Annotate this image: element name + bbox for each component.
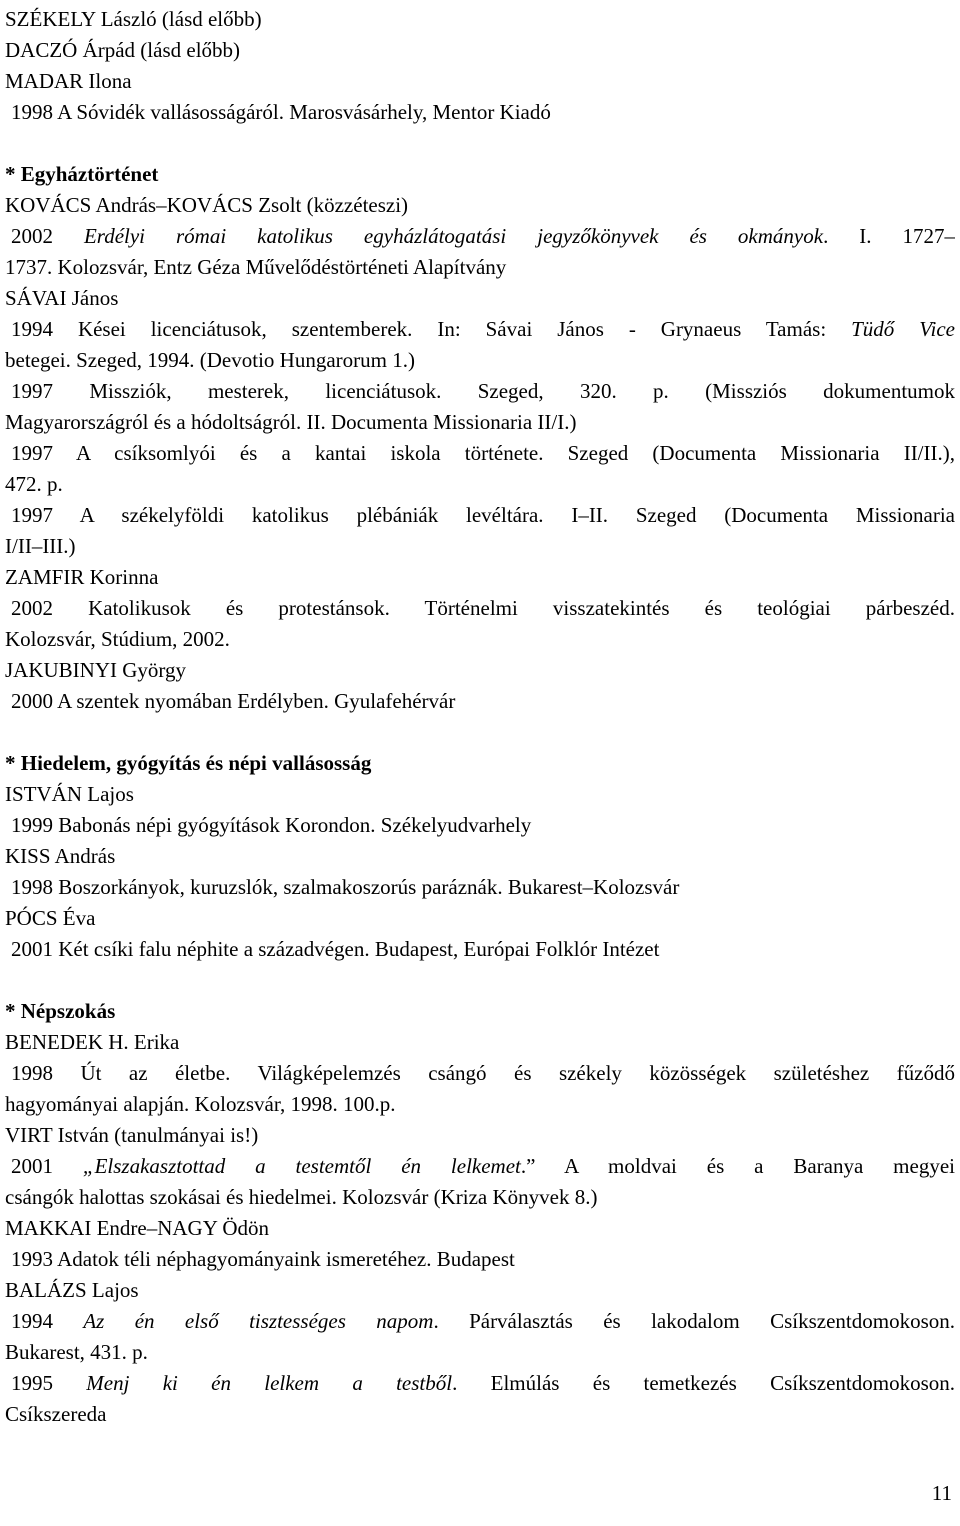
entry-line: 2001 Két csíki falu néphite a századvégen. Budapest, Európai Folklór Intézet xyxy=(11,937,660,961)
bibliography-body xyxy=(5,4,955,1430)
author-line: PÓCS Éva xyxy=(5,906,96,930)
author-line: KOVÁCS András–KOVÁCS Zsolt (közzéteszi) xyxy=(5,193,409,217)
author-line: ZAMFIR Korinna xyxy=(5,565,159,589)
entry-line: 2000 A szentek nyomában Erdélyben. Gyulafehérvár xyxy=(11,689,456,713)
entry-line: 2002 Erdélyi római katolikus egyházlátogatási jegyzőkönyvek és okmányok. I. 1727– xyxy=(11,224,955,248)
spacer xyxy=(5,717,955,748)
author-line: SÁVAI János xyxy=(5,286,119,310)
author-line: JAKUBINYI György xyxy=(5,658,187,682)
page-number: 11 xyxy=(931,1481,952,1505)
entry-line: 2002 Katolikusok és protestánsok. Történelmi visszatekintés és teológiai párbeszéd. xyxy=(11,596,955,620)
author-line: MADAR Ilona xyxy=(5,69,132,93)
entry-line: 1998 A Sóvidék vallásosságáról. Marosvásárhely, Mentor Kiadó xyxy=(11,100,551,124)
author-line: BENEDEK H. Erika xyxy=(5,1030,180,1054)
author-line: VIRT István (tanulmányai is!) xyxy=(5,1123,259,1147)
section-heading: * Egyháztörténet xyxy=(5,162,159,186)
entry-continuation: csángók halottas szokásai és hiedelmei. Kolozsvár (Kriza Könyvek 8.) xyxy=(5,1185,598,1209)
entry-line: 1997 A csíksomlyói és a kantai iskola története. Szeged (Documenta Missionaria II/II.), xyxy=(11,441,955,465)
entry-continuation: Magyarországról és a hódoltságról. II. Documenta Missionaria II/I.) xyxy=(5,410,577,434)
author-line: DACZÓ Árpád (lásd előbb) xyxy=(5,38,241,62)
entry-continuation: Kolozsvár, Stúdium, 2002. xyxy=(5,627,230,651)
entry-continuation: Bukarest, 431. p. xyxy=(5,1340,148,1364)
entry-line: 1998 Út az életbe. Világképelemzés csángó és székely közösségek születéshez fűződő xyxy=(11,1061,955,1085)
entry-continuation: betegei. Szeged, 1994. (Devotio Hungarorum 1.) xyxy=(5,348,415,372)
entry-continuation: hagyományai alapján. Kolozsvár, 1998. 100.p. xyxy=(5,1092,396,1116)
entry-continuation: Csíkszereda xyxy=(5,1402,107,1426)
entry-line: 1995 Menj ki én lelkem a testből. Elmúlás és temetkezés Csíkszentdomokoson. xyxy=(11,1371,955,1395)
spacer xyxy=(5,128,955,159)
author-line: ISTVÁN Lajos xyxy=(5,782,134,806)
section-heading: * Hiedelem, gyógyítás és népi vallásosság xyxy=(5,751,372,775)
entry-continuation: I/II–III.) xyxy=(5,534,76,558)
entry-line: 2001 „Elszakasztottad a testemtől én lelkemet.” A moldvai és a Baranya megyei xyxy=(11,1154,955,1178)
entry-line: 1999 Babonás népi gyógyítások Korondon. Székelyudvarhely xyxy=(11,813,532,837)
entry-continuation: 1737. Kolozsvár, Entz Géza Művelődéstörténeti Alapítvány xyxy=(5,255,507,279)
entry-line: 1997 A székelyföldi katolikus plébániák levéltára. I–II. Szeged (Documenta Missionaria xyxy=(11,503,955,527)
entry-line: 1997 Missziók, mesterek, licenciátusok. Szeged, 320. p. (Missziós dokumentumok xyxy=(11,379,955,403)
entry-line: 1993 Adatok téli néphagyományaink ismeretéhez. Budapest xyxy=(11,1247,515,1271)
author-line: BALÁZS Lajos xyxy=(5,1278,139,1302)
entry-line: 1994 Kései licenciátusok, szentemberek. In: Sávai János - Grynaeus Tamás: Tüdő Vice xyxy=(11,317,955,341)
author-line: MAKKAI Endre–NAGY Ödön xyxy=(5,1216,270,1240)
section-heading: * Népszokás xyxy=(5,999,116,1023)
spacer xyxy=(5,965,955,996)
entry-line: 1998 Boszorkányok, kuruzslók, szalmakoszorús paráznák. Bukarest–Kolozsvár xyxy=(11,875,680,899)
author-line: SZÉKELY László (lásd előbb) xyxy=(5,7,262,31)
entry-line: 1994 Az én első tisztességes napom. Párválasztás és lakodalom Csíkszentdomokoson. xyxy=(11,1309,955,1333)
author-line: KISS András xyxy=(5,844,116,868)
entry-continuation: 472. p. xyxy=(5,472,63,496)
